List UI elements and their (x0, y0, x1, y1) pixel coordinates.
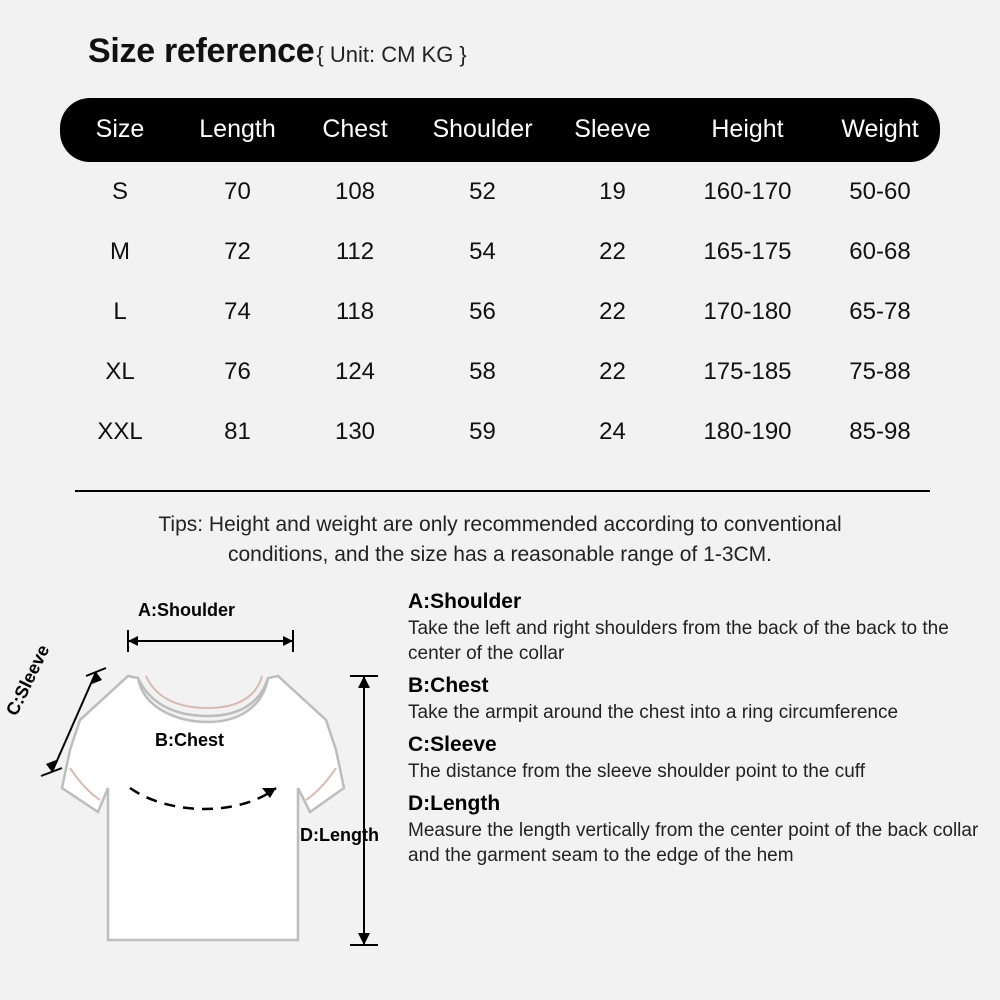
cell-length: 74 (224, 298, 251, 325)
cell-weight: 60-68 (849, 238, 911, 265)
table-row (60, 282, 940, 342)
cell-size: S (111, 178, 128, 205)
column-header-shoulder: Shoulder (432, 115, 533, 143)
definition-chest (408, 674, 988, 725)
diagram-label-shoulder: A:Shoulder (138, 600, 235, 620)
cell-sleeve: 24 (599, 418, 626, 445)
cell-shoulder: 56 (469, 298, 496, 325)
cell-size: L (113, 298, 127, 325)
definition-sleeve (408, 733, 988, 784)
tshirt-diagram (2, 580, 410, 990)
definition-body: Measure the length vertically from the center point of the back collar and the garment seam to the edge of the hem (408, 820, 979, 866)
diagram-label-length: D:Length (300, 825, 379, 845)
table-body (60, 162, 940, 462)
cell-sleeve: 19 (599, 178, 626, 205)
tips-text (60, 510, 940, 570)
cell-size: XL (105, 358, 135, 385)
definition-title: B:Chest (408, 674, 489, 697)
cell-length: 70 (224, 178, 251, 205)
cell-chest: 130 (334, 418, 376, 445)
table-row (60, 222, 940, 282)
cell-weight: 85-98 (849, 418, 911, 445)
definition-shoulder (408, 590, 988, 666)
definition-body: Take the left and right shoulders from the back of the back to the center of the collar (408, 618, 949, 664)
cell-height: 165-175 (703, 238, 792, 265)
definition-title: C:Sleeve (408, 733, 497, 756)
cell-height: 170-180 (703, 298, 792, 325)
section-divider (75, 490, 930, 492)
cell-weight: 50-60 (849, 178, 911, 205)
cell-chest: 108 (334, 178, 376, 205)
column-header-weight: Weight (841, 115, 919, 143)
cell-length: 76 (224, 358, 251, 385)
arrow-head-length-top-icon (358, 676, 370, 688)
cell-shoulder: 58 (469, 358, 496, 385)
cell-chest: 118 (335, 298, 375, 325)
arrow-head-length-bottom-icon (358, 933, 370, 945)
cell-weight: 75-88 (849, 358, 911, 385)
definition-body: Take the armpit around the chest into a ring circumference (408, 702, 899, 723)
cell-shoulder: 54 (469, 238, 496, 265)
table-header-row (60, 98, 940, 162)
shoulder-measure-arrow (128, 630, 293, 652)
page-title (88, 32, 467, 71)
cell-sleeve: 22 (599, 238, 626, 265)
size-table (60, 98, 940, 462)
cell-chest: 124 (334, 358, 376, 385)
cell-size: M (110, 238, 130, 265)
cell-length: 72 (224, 238, 251, 265)
cell-shoulder: 59 (469, 418, 496, 445)
cell-shoulder: 52 (469, 178, 496, 205)
arrow-head-left-icon (128, 636, 138, 646)
table-row (60, 402, 940, 462)
title-unit-text: { Unit: CM KG } (316, 42, 467, 67)
tshirt-illustration (10, 580, 410, 990)
measurement-definitions (408, 590, 988, 876)
definition-length (408, 792, 988, 868)
definition-title: A:Shoulder (408, 590, 522, 613)
table-header (60, 98, 940, 162)
cell-height: 175-185 (703, 358, 792, 385)
column-header-sleeve: Sleeve (574, 115, 651, 143)
cell-chest: 112 (335, 238, 375, 265)
cell-size: XXL (97, 418, 143, 445)
column-header-chest: Chest (322, 115, 388, 143)
cell-sleeve: 22 (599, 298, 626, 325)
column-header-height: Height (711, 115, 784, 143)
cell-sleeve: 22 (599, 358, 626, 385)
cell-height: 180-190 (703, 418, 792, 445)
diagram-label-chest: B:Chest (155, 730, 225, 750)
column-header-length: Length (199, 115, 276, 143)
column-header-size: Size (95, 115, 145, 143)
collar-inner-line (146, 676, 262, 708)
definition-body: The distance from the sleeve shoulder point to the cuff (408, 761, 865, 782)
definition-title: D:Length (408, 792, 501, 815)
title-text: Size reference (88, 32, 315, 70)
tips-line-1: Tips: Height and weight are only recommended according to conventional (158, 513, 842, 536)
cell-height: 160-170 (703, 178, 792, 205)
cell-length: 81 (224, 418, 251, 445)
size-table-container (60, 98, 940, 462)
cell-weight: 65-78 (849, 298, 911, 325)
diagram-label-sleeve: C:Sleeve (2, 641, 54, 719)
table-row (60, 162, 940, 222)
arrow-head-right-icon (283, 636, 293, 646)
table-row (60, 342, 940, 402)
tips-line-2: conditions, and the size has a reasonable range of 1-3CM. (227, 543, 772, 566)
length-measure-arrow (350, 676, 378, 945)
